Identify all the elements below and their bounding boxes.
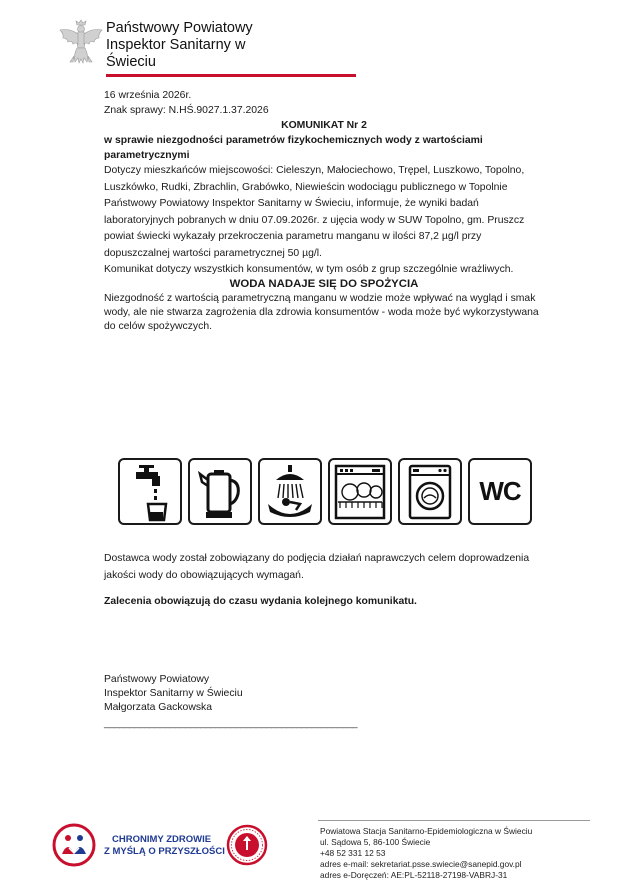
header-red-rule <box>106 74 356 77</box>
station-email: adres e-mail: sekretariat.psse.swiecie@sanepid.gov.pl <box>320 859 522 869</box>
sanepid-seal-icon <box>228 826 266 864</box>
signatory-title-2: Inspektor Sanitarny w Świeciu <box>104 688 243 699</box>
water-verdict-heading: WODA NADAJE SIĘ DO SPOŻYCIA <box>229 278 419 290</box>
signatory-name: Małgorzata Gackowska <box>104 702 212 713</box>
findings-paragraph: Państwowy Powiatowy Inspektor Sanitarny w Świeciu, informuje, że wyniki badań laboratoryjnych pobranych w dniu 07.09.2026r. z ujęcia wody w SUW Topolno, gm. Pruszcz powiat świecki wykazały przekroczenia parametru manganu w ilości 87,2 µg/l przy dopuszczalnej wartości parametrycznej 50 µg/l. <box>104 198 525 259</box>
affected-localities: Dotyczy mieszkańców miejscowości: Cieleszyn, Małociechowo, Trępel, Luszkowo, Topolno, Luszkówko, Rudki, Zbrachlin, Grabówko, Niewieścin wodociągu publicznego w Topolnie <box>104 165 525 193</box>
people-hands-icon <box>62 835 86 854</box>
footer-rule <box>318 820 590 821</box>
campaign-line-2: Z MYŚLĄ O PRZYSZŁOŚCI <box>104 846 225 857</box>
announcement-title: KOMUNIKAT Nr 2 <box>281 120 367 131</box>
tap-glass-icon <box>118 458 182 525</box>
institution-line-1: Państwowy Powiatowy <box>106 20 253 36</box>
letter-body <box>104 88 544 334</box>
announcement-subtitle: w sprawie niezgodności parametrów fizykochemicznych wody z wartościami parametrycznymi <box>104 135 483 161</box>
wc-icon <box>468 458 532 525</box>
letter-date: 16 września 2026r. <box>104 90 192 101</box>
signature-line: __________________________________________________ <box>104 718 358 729</box>
consumers-paragraph: Komunikat dotyczy wszystkich konsumentów, w tym osób z grup szczególnie wrażliwych. <box>104 264 514 275</box>
station-address: ul. Sądowa 5, 86-100 Świecie <box>320 837 431 847</box>
station-contact <box>320 826 590 881</box>
campaign-logo <box>52 818 272 872</box>
remedial-action-paragraph: Dostawca wody został zobowiązany do podjęcia działań naprawczych celem doprowadzenia jakości wody do obowiązujących wymagań. <box>104 553 530 581</box>
closing-text <box>104 550 544 610</box>
institution-line-2: Inspektor Sanitarny w Świeciu <box>106 37 246 70</box>
station-name: Powiatowa Stacja Sanitarno-Epidemiologiczna w Świeciu <box>320 826 533 836</box>
signature-block <box>104 673 364 731</box>
recommendation-validity: Zalecenia obowiązują do czasu wydania kolejnego komunikatu. <box>104 596 417 607</box>
signatory-title-1: Państwowy Powiatowy <box>104 674 210 685</box>
station-phone: +48 52 331 12 53 <box>320 848 386 858</box>
water-usage-icons <box>118 458 532 525</box>
washing-machine-icon <box>398 458 462 525</box>
station-edelivery: adres e-Doręczeń: AE:PL-52118-27198-VABRJ-31 <box>320 870 508 880</box>
wc-label: WC <box>479 476 521 506</box>
kettle-icon <box>188 458 252 525</box>
campaign-logo-graphic <box>52 818 272 872</box>
dishwasher-icon <box>328 458 392 525</box>
institution-name <box>106 20 298 71</box>
explanation-paragraph: Niezgodność z wartością parametryczną manganu w wodzie może wpływać na wygląd i smak wody, ale nie stwarza zagrożenia dla zdrowia konsumentów - woda może być wykorzystywana do celów spożywczych. <box>104 293 539 332</box>
shower-icon <box>258 458 322 525</box>
campaign-line-1: CHRONIMY ZDROWIE <box>112 834 212 845</box>
polish-eagle-emblem-icon <box>58 16 104 68</box>
letterhead <box>58 14 298 70</box>
case-reference: Znak sprawy: N.HŚ.9027.1.37.2026 <box>104 105 269 116</box>
